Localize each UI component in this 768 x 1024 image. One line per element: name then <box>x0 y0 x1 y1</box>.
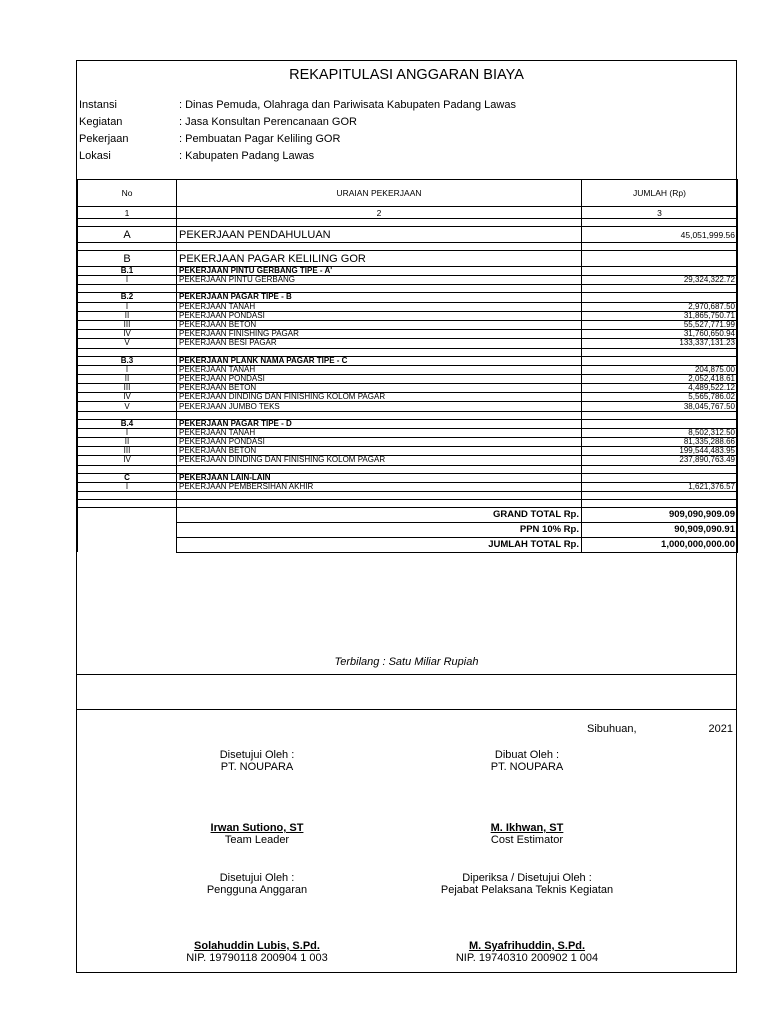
sig-caption: Dibuat Oleh : <box>494 749 560 761</box>
row-no <box>78 499 177 507</box>
row-no: II <box>78 374 177 383</box>
row-amount: 204,875.00 <box>582 365 738 374</box>
row-amount <box>582 499 738 507</box>
row-no: III <box>78 320 177 329</box>
table-row <box>78 356 738 365</box>
total-label: PPN 10% Rp. <box>177 522 582 537</box>
table-row <box>78 339 738 348</box>
sig-org: Pengguna Anggaran <box>206 884 308 896</box>
row-amount: 29,324,322.72 <box>582 276 738 285</box>
spacer-row <box>78 219 738 227</box>
info-label-kegiatan: Kegiatan <box>79 116 123 128</box>
row-desc: PEKERJAAN TANAH <box>177 365 582 374</box>
header-uraian: URAIAN PEKERJAAN <box>177 180 582 207</box>
row-amount <box>582 419 738 428</box>
sig-org: PT. NOUPARA <box>220 761 294 773</box>
divider <box>77 674 736 675</box>
table-row <box>78 365 738 374</box>
row-desc <box>177 499 582 507</box>
table-row <box>78 276 738 285</box>
budget-table <box>77 179 738 553</box>
row-desc: PEKERJAAN PINTU GERBANG TIPE - A' <box>177 267 582 276</box>
table-row <box>78 330 738 339</box>
row-no <box>78 465 177 473</box>
row-desc: PEKERJAAN PENDAHULUAN <box>177 227 582 243</box>
sig-org: Pejabat Pelaksana Teknis Kegiatan <box>440 884 614 896</box>
row-no: I <box>78 482 177 491</box>
row-no: II <box>78 311 177 320</box>
document-title: REKAPITULASI ANGGARAN BIAYA <box>289 67 524 83</box>
row-no: I <box>78 365 177 374</box>
table-row <box>78 482 738 491</box>
row-desc: PEKERJAAN PAGAR KELILING GOR <box>177 251 582 267</box>
info-value-instansi: : Dinas Pemuda, Olahraga dan Pariwisata Kabupaten Padang Lawas <box>179 99 516 111</box>
sig-caption: Disetujui Oleh : <box>219 749 295 761</box>
sig-role: Team Leader <box>224 834 290 846</box>
total-row <box>78 522 738 537</box>
row-amount: 31,865,750.71 <box>582 311 738 320</box>
column-number: 2 <box>177 207 582 219</box>
row-no: IV <box>78 456 177 465</box>
row-no: B.1 <box>78 267 177 276</box>
total-row <box>78 507 738 522</box>
row-amount: 38,045,767.50 <box>582 402 738 411</box>
row-amount <box>582 356 738 365</box>
header-no: No <box>78 180 177 207</box>
row-amount: 81,335,288.66 <box>582 438 738 447</box>
row-no <box>78 411 177 419</box>
info-label-pekerjaan: Pekerjaan <box>79 133 129 145</box>
row-no: C <box>78 473 177 482</box>
total-value: 90,909,090.91 <box>582 522 738 537</box>
table-row <box>78 428 738 437</box>
total-row <box>78 537 738 552</box>
row-desc: PEKERJAAN TANAH <box>177 302 582 311</box>
row-amount <box>582 251 738 267</box>
info-label-lokasi: Lokasi <box>79 150 111 162</box>
row-no: I <box>78 428 177 437</box>
row-amount <box>582 219 738 227</box>
row-no <box>78 285 177 293</box>
total-spacer <box>78 507 177 522</box>
row-desc: PEKERJAAN PONDASI <box>177 311 582 320</box>
total-spacer <box>78 537 177 552</box>
spacer-row <box>78 491 738 499</box>
row-amount: 2,970,687.50 <box>582 302 738 311</box>
place-text: Sibuhuan, <box>587 723 637 735</box>
signature-left-bottom <box>157 872 357 964</box>
table-row <box>78 402 738 411</box>
signature-right-top <box>432 749 622 846</box>
row-amount: 199,544,483.95 <box>582 447 738 456</box>
row-desc: PEKERJAAN FINISHING PAGAR <box>177 330 582 339</box>
row-desc: PEKERJAAN BETON <box>177 447 582 456</box>
info-value-kegiatan: : Jasa Konsultan Perencanaan GOR <box>179 116 357 128</box>
sig-name: Solahuddin Lubis, S.Pd. <box>194 940 320 952</box>
row-desc: PEKERJAAN DINDING DAN FINISHING KOLOM PAGAR <box>177 393 582 402</box>
row-amount: 4,489,522.12 <box>582 384 738 393</box>
row-no <box>78 243 177 251</box>
table-row <box>78 227 738 243</box>
sig-name: M. Syafrihuddin, S.Pd. <box>468 940 586 952</box>
row-no: III <box>78 384 177 393</box>
total-value: 1,000,000,000.00 <box>582 537 738 552</box>
row-amount: 8,502,312.50 <box>582 428 738 437</box>
row-amount <box>582 348 738 356</box>
row-amount <box>582 473 738 482</box>
signature-right-bottom <box>412 872 642 964</box>
row-amount <box>582 285 738 293</box>
table-row <box>78 293 738 302</box>
sig-caption: Diperiksa / Disetujui Oleh : <box>462 872 592 884</box>
row-desc: PEKERJAAN PLANK NAMA PAGAR TIPE - C <box>177 356 582 365</box>
table-row <box>78 251 738 267</box>
row-desc: PEKERJAAN JUMBO TEKS <box>177 402 582 411</box>
row-no: V <box>78 339 177 348</box>
column-number: 3 <box>582 207 738 219</box>
row-no: B.4 <box>78 419 177 428</box>
table-row <box>78 374 738 383</box>
year-text: 2021 <box>708 723 733 735</box>
row-no: IV <box>78 393 177 402</box>
row-no: A <box>78 227 177 243</box>
spacer-row <box>78 499 738 507</box>
row-desc: PEKERJAAN PONDASI <box>177 374 582 383</box>
divider <box>77 709 736 710</box>
row-no: V <box>78 402 177 411</box>
row-amount: 55,527,771.99 <box>582 320 738 329</box>
column-number-row <box>78 207 738 219</box>
row-no <box>78 219 177 227</box>
row-no: IV <box>78 330 177 339</box>
table-row <box>78 419 738 428</box>
terbilang-text: Terbilang : Satu Miliar Rupiah <box>334 656 479 668</box>
header-jumlah: JUMLAH (Rp) <box>582 180 738 207</box>
row-desc: PEKERJAAN PEMBERSIHAN AKHIR <box>177 482 582 491</box>
row-desc <box>177 285 582 293</box>
row-no: III <box>78 447 177 456</box>
table-row <box>78 438 738 447</box>
total-spacer <box>78 522 177 537</box>
spacer-row <box>78 411 738 419</box>
table-row <box>78 267 738 276</box>
row-amount: 133,337,131.23 <box>582 339 738 348</box>
sig-name: Irwan Sutiono, ST <box>210 822 304 834</box>
row-no: B <box>78 251 177 267</box>
row-desc: PEKERJAAN DINDING DAN FINISHING KOLOM PAGAR <box>177 456 582 465</box>
sig-nip: NIP. 19740310 200902 1 004 <box>455 952 599 964</box>
row-desc <box>177 465 582 473</box>
row-desc: PEKERJAAN PONDASI <box>177 438 582 447</box>
table-header-row <box>78 180 738 207</box>
sig-nip: NIP. 19790118 200904 1 003 <box>186 952 328 964</box>
row-amount: 45,051,999.56 <box>582 227 738 243</box>
row-desc: PEKERJAAN BETON <box>177 384 582 393</box>
row-amount: 2,052,418.61 <box>582 374 738 383</box>
row-amount: 237,890,763.49 <box>582 456 738 465</box>
signature-left-top <box>167 749 347 846</box>
row-desc: PEKERJAAN BESI PAGAR <box>177 339 582 348</box>
total-label: JUMLAH TOTAL Rp. <box>177 537 582 552</box>
row-desc: PEKERJAAN TANAH <box>177 428 582 437</box>
sig-org: PT. NOUPARA <box>490 761 564 773</box>
row-desc <box>177 491 582 499</box>
info-label-instansi: Instansi <box>79 99 117 111</box>
row-desc: PEKERJAAN LAIN-LAIN <box>177 473 582 482</box>
row-desc <box>177 411 582 419</box>
row-desc: PEKERJAAN PINTU GERBANG <box>177 276 582 285</box>
row-desc <box>177 243 582 251</box>
info-value-pekerjaan: : Pembuatan Pagar Keliling GOR <box>179 133 341 145</box>
row-desc: PEKERJAAN PAGAR TIPE - D <box>177 419 582 428</box>
row-no: I <box>78 276 177 285</box>
row-amount: 31,760,650.94 <box>582 330 738 339</box>
row-amount <box>582 411 738 419</box>
sig-caption: Disetujui Oleh : <box>219 872 295 884</box>
row-desc <box>177 219 582 227</box>
row-amount <box>582 243 738 251</box>
table-row <box>78 311 738 320</box>
row-amount <box>582 465 738 473</box>
table-row <box>78 393 738 402</box>
table-row <box>78 473 738 482</box>
total-value: 909,090,909.09 <box>582 507 738 522</box>
table-row <box>78 456 738 465</box>
table-row <box>78 320 738 329</box>
table-row <box>78 384 738 393</box>
total-label: GRAND TOTAL Rp. <box>177 507 582 522</box>
row-amount <box>582 491 738 499</box>
spacer-row <box>78 243 738 251</box>
row-desc <box>177 348 582 356</box>
row-no <box>78 348 177 356</box>
column-number: 1 <box>78 207 177 219</box>
row-no: II <box>78 438 177 447</box>
spacer-row <box>78 465 738 473</box>
row-desc: PEKERJAAN BETON <box>177 320 582 329</box>
row-amount: 5,565,786.02 <box>582 393 738 402</box>
row-desc: PEKERJAAN PAGAR TIPE - B <box>177 293 582 302</box>
spacer-row <box>78 348 738 356</box>
row-no: I <box>78 302 177 311</box>
sig-role: Cost Estimator <box>490 834 564 846</box>
table-row <box>78 302 738 311</box>
row-no <box>78 491 177 499</box>
row-no: B.3 <box>78 356 177 365</box>
table-row <box>78 447 738 456</box>
document-frame <box>76 60 737 973</box>
row-amount <box>582 293 738 302</box>
row-amount <box>582 267 738 276</box>
info-value-lokasi: : Kabupaten Padang Lawas <box>179 150 315 162</box>
spacer-row <box>78 285 738 293</box>
row-no: B.2 <box>78 293 177 302</box>
row-amount: 1,621,376.57 <box>582 482 738 491</box>
sig-name: M. Ikhwan, ST <box>490 822 564 834</box>
